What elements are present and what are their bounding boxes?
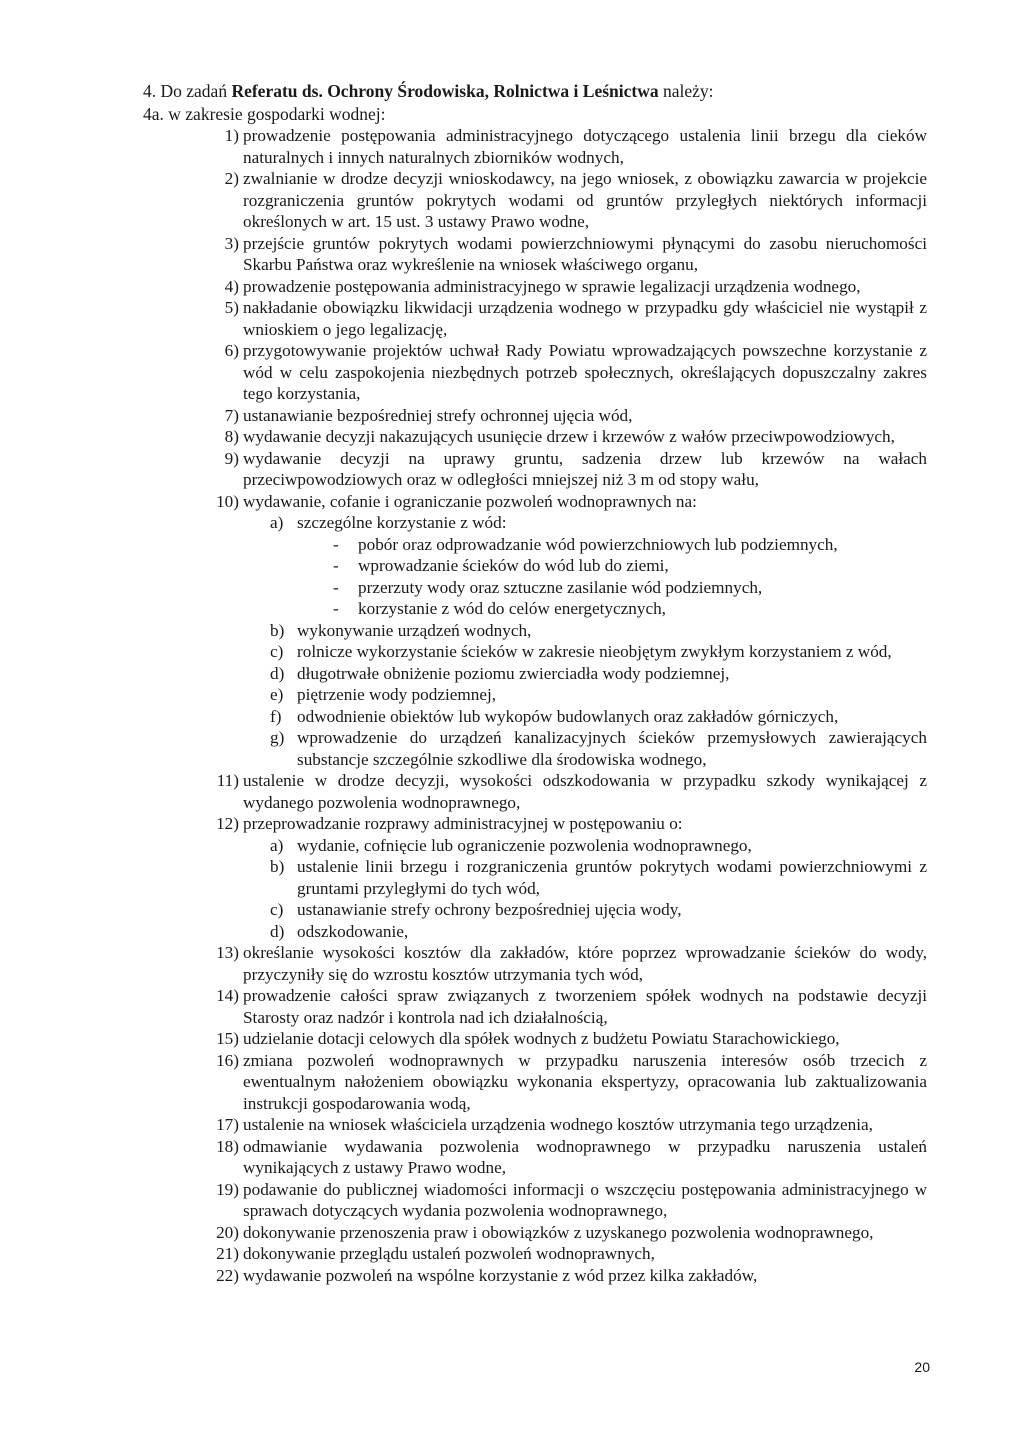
list-item bbox=[0, 1243, 1024, 1265]
list-item bbox=[0, 770, 1024, 813]
list-item bbox=[0, 1222, 1024, 1244]
list-item bbox=[0, 297, 1024, 340]
item-text: prowadzenie postępowania administracyjnego w sprawie legalizacji urządzenia wodnego, bbox=[243, 276, 861, 296]
item-text: dokonywanie przenoszenia praw i obowiązków z uzyskanego pozwolenia wodnoprawnego, bbox=[243, 1222, 874, 1242]
section-number: 4. bbox=[143, 81, 157, 101]
item-text: prowadzenie całości spraw związanych z tworzeniem spółek wodnych na podstawie decyzji Starosty oraz nadzór i kontrola nad ich działalnością, bbox=[243, 986, 927, 1027]
item-text: przerzuty wody oraz sztuczne zasilanie wód podziemnych, bbox=[358, 577, 763, 597]
item-text: pobór oraz odprowadzanie wód powierzchniowych lub podziemnych, bbox=[358, 534, 838, 554]
item-number: b) bbox=[270, 620, 285, 640]
item-text: korzystanie z wód do celów energetycznych, bbox=[358, 599, 666, 618]
sub-list-item bbox=[0, 921, 1024, 943]
sub-list-item bbox=[0, 512, 1024, 534]
sub-list-item bbox=[0, 663, 1024, 685]
sub-list-item bbox=[0, 706, 1024, 728]
item-text: odwodnienie obiektów lub wykopów budowlanych oraz zakładów górniczych, bbox=[297, 706, 839, 726]
item-text: ustalenie linii brzegu i rozgraniczenia gruntów pokrytych wodami powierzchniowymi z gruntami przyległymi do tych wód, bbox=[297, 857, 927, 898]
list-item bbox=[0, 1265, 1024, 1287]
list-item bbox=[0, 813, 1024, 835]
item-number: c) bbox=[270, 900, 284, 919]
section-heading bbox=[143, 80, 933, 102]
item-text: ustalenie na wniosek właściciela urządzenia wodnego kosztów utrzymania tego urządzenia, bbox=[243, 1115, 873, 1134]
item-text: wydanie, cofnięcie lub ograniczenie pozwolenia wodnoprawnego, bbox=[297, 835, 752, 855]
item-text: piętrzenie wody podziemnej, bbox=[297, 685, 497, 704]
item-number: 3) bbox=[224, 233, 239, 253]
item-text: ustanawianie bezpośredniej strefy ochronnej ujęcia wód, bbox=[243, 405, 633, 425]
item-text: przeprowadzanie rozprawy administracyjnej w postępowaniu o: bbox=[243, 814, 683, 833]
dash-marker: - bbox=[333, 599, 339, 618]
section-department: Referatu ds. Ochrony Środowiska, Rolnictwa i Leśnictwa bbox=[231, 81, 659, 101]
list-item bbox=[0, 168, 1024, 233]
dash-marker: - bbox=[333, 556, 339, 575]
list-item bbox=[0, 1114, 1024, 1136]
list-item bbox=[0, 426, 1024, 448]
item-number: 16) bbox=[216, 1050, 239, 1070]
item-number: 19) bbox=[216, 1179, 239, 1199]
item-text: nakładanie obowiązku likwidacji urządzenia wodnego w przypadku gdy właściciel nie wystąpił z wnioskiem o jego legalizację, bbox=[243, 298, 927, 339]
item-number: 4) bbox=[224, 276, 239, 296]
item-text: udzielanie dotacji celowych dla spółek wodnych z budżetu Powiatu Starachowickiego, bbox=[243, 1029, 840, 1048]
item-text: zwalnianie w drodze decyzji wnioskodawcy, na jego wniosek, z obowiązku zawarcia w projekcie rozgraniczenia gruntów pokrytych wodami od gruntów przyległych niektórych informacji określonych w art. 15 ust. 3 ustawy Prawo wodne, bbox=[243, 169, 927, 231]
item-number: 18) bbox=[216, 1136, 239, 1156]
list-item bbox=[0, 942, 1024, 985]
item-number: 17) bbox=[216, 1115, 239, 1134]
sub-list-item bbox=[0, 684, 1024, 706]
dash-list-item bbox=[0, 598, 1024, 620]
item-text: wydawanie decyzji nakazujących usunięcie drzew i krzewów z wałów przeciwpowodziowych, bbox=[243, 427, 895, 446]
item-number: f) bbox=[270, 706, 282, 726]
item-text: odszkodowanie, bbox=[297, 921, 409, 941]
item-number: 6) bbox=[224, 341, 239, 360]
item-text: wprowadzanie ścieków do wód lub do ziemi, bbox=[358, 556, 669, 575]
dash-marker: - bbox=[333, 577, 339, 597]
item-text: ustanawianie strefy ochrony bezpośredniej ujęcia wody, bbox=[297, 900, 682, 919]
item-number: 1) bbox=[224, 126, 239, 145]
item-number: 14) bbox=[216, 986, 239, 1005]
item-number: 22) bbox=[216, 1265, 239, 1285]
list-item bbox=[0, 1179, 1024, 1222]
list-item bbox=[0, 985, 1024, 1028]
list-item bbox=[0, 405, 1024, 427]
item-number: 20) bbox=[216, 1222, 239, 1242]
dash-list-item bbox=[0, 534, 1024, 556]
item-number: 10) bbox=[216, 491, 239, 511]
item-text: dokonywanie przeglądu ustaleń pozwoleń wodnoprawnych, bbox=[243, 1244, 655, 1263]
item-text: wydawanie, cofanie i ograniczanie pozwoleń wodnoprawnych na: bbox=[243, 491, 697, 511]
item-text: ustalenie w drodze decyzji, wysokości odszkodowania w przypadku szkody wynikającej z wydanego pozwolenia wodnoprawnego, bbox=[243, 771, 927, 812]
item-number: d) bbox=[270, 921, 285, 941]
sub-list-item bbox=[0, 641, 1024, 663]
dash-list-item bbox=[0, 577, 1024, 599]
dash-list-item bbox=[0, 555, 1024, 577]
item-text: zmiana pozwoleń wodnoprawnych w przypadku naruszenia interesów osób trzecich z ewentualnym nałożeniem obowiązku wykonania ekspertyzy, opracowania lub zaktualizowania instrukcji gospodarowania wodą, bbox=[243, 1050, 927, 1113]
item-number: 5) bbox=[224, 298, 239, 317]
item-number: 12) bbox=[216, 814, 239, 833]
dash-marker: - bbox=[333, 534, 339, 554]
item-text: rolnicze wykorzystanie ścieków w zakresie nieobjętym zwykłym korzystaniem z wód, bbox=[297, 642, 892, 661]
item-number: a) bbox=[270, 513, 284, 532]
subsection-heading: 4a. w zakresie gospodarki wodnej: bbox=[143, 104, 386, 124]
list-item bbox=[0, 448, 1024, 491]
list-item bbox=[0, 233, 1024, 276]
sub-list-item bbox=[0, 899, 1024, 921]
item-text: przygotowywanie projektów uchwał Rady Powiatu wprowadzających powszechne korzystanie z wód w celu zaspokojenia niezbędnych potrzeb społecznych, określających dopuszczalny zakres tego korzystania, bbox=[243, 341, 927, 403]
sub-list-item bbox=[0, 620, 1024, 642]
item-text: prowadzenie postępowania administracyjnego dotyczącego ustalenia linii brzegu dla cieków naturalnych i innych naturalnych zbiorników wodnych, bbox=[243, 126, 927, 167]
item-text: długotrwałe obniżenie poziomu zwierciadła wody podziemnej, bbox=[297, 663, 730, 683]
list-item bbox=[0, 1050, 1024, 1115]
list-item bbox=[0, 1028, 1024, 1050]
sub-list-item bbox=[0, 835, 1024, 857]
sub-list-item bbox=[0, 727, 1024, 770]
list-item bbox=[0, 340, 1024, 405]
sub-list-item bbox=[0, 856, 1024, 899]
section-suffix: należy: bbox=[662, 81, 714, 101]
item-number: 13) bbox=[216, 943, 239, 962]
list-item bbox=[0, 491, 1024, 513]
section-prefix: Do zadań bbox=[160, 81, 228, 101]
item-number: b) bbox=[270, 857, 285, 876]
list-item bbox=[0, 1136, 1024, 1179]
item-number: 21) bbox=[216, 1244, 239, 1263]
item-number: 11) bbox=[216, 771, 239, 790]
item-number: 9) bbox=[224, 448, 239, 468]
item-text: podawanie do publicznej wiadomości informacji o wszczęciu postępowania administracyjnego w sprawach dotyczących wydania pozwolenia wodnoprawnego, bbox=[243, 1179, 927, 1220]
item-text: wprowadzenie do urządzeń kanalizacyjnych ścieków przemysłowych zawierających substancje szczególnie szkodliwe dla środowiska wodnego, bbox=[297, 728, 927, 769]
item-text: określanie wysokości kosztów dla zakładów, które poprzez wprowadzanie ścieków do wody, przyczyniły się do wzrostu kosztów utrzymania tych wód, bbox=[243, 943, 927, 984]
page-number: 20 bbox=[914, 1359, 930, 1375]
item-text: przejście gruntów pokrytych wodami powierzchniowymi płynącymi do zasobu nieruchomości Skarbu Państwa oraz wykreślenie na wniosek właściwego organu, bbox=[243, 233, 927, 274]
item-number: a) bbox=[270, 835, 284, 855]
item-number: c) bbox=[270, 642, 284, 661]
list-item bbox=[0, 125, 1024, 168]
item-text: wykonywanie urządzeń wodnych, bbox=[297, 620, 532, 640]
item-text: szczególne korzystanie z wód: bbox=[297, 513, 507, 532]
item-number: 7) bbox=[224, 405, 239, 425]
item-number: e) bbox=[270, 685, 284, 704]
item-number: 2) bbox=[224, 169, 239, 188]
list-item bbox=[0, 276, 1024, 298]
item-number: 8) bbox=[224, 427, 239, 446]
item-text: wydawanie pozwoleń na wspólne korzystanie z wód przez kilka zakładów, bbox=[243, 1265, 758, 1285]
item-text: odmawianie wydawania pozwolenia wodnoprawnego w przypadku naruszenia ustaleń wynikających z ustawy Prawo wodne, bbox=[243, 1136, 927, 1177]
duties-list bbox=[0, 125, 1024, 1286]
item-text: wydawanie decyzji na uprawy gruntu, sadzenia drzew lub krzewów na wałach przeciwpowodziowych oraz w odległości mniejszej niż 3 m od stopy wału, bbox=[243, 448, 927, 489]
item-number: 15) bbox=[216, 1029, 239, 1048]
item-number: d) bbox=[270, 663, 285, 683]
item-number: g) bbox=[270, 728, 285, 747]
